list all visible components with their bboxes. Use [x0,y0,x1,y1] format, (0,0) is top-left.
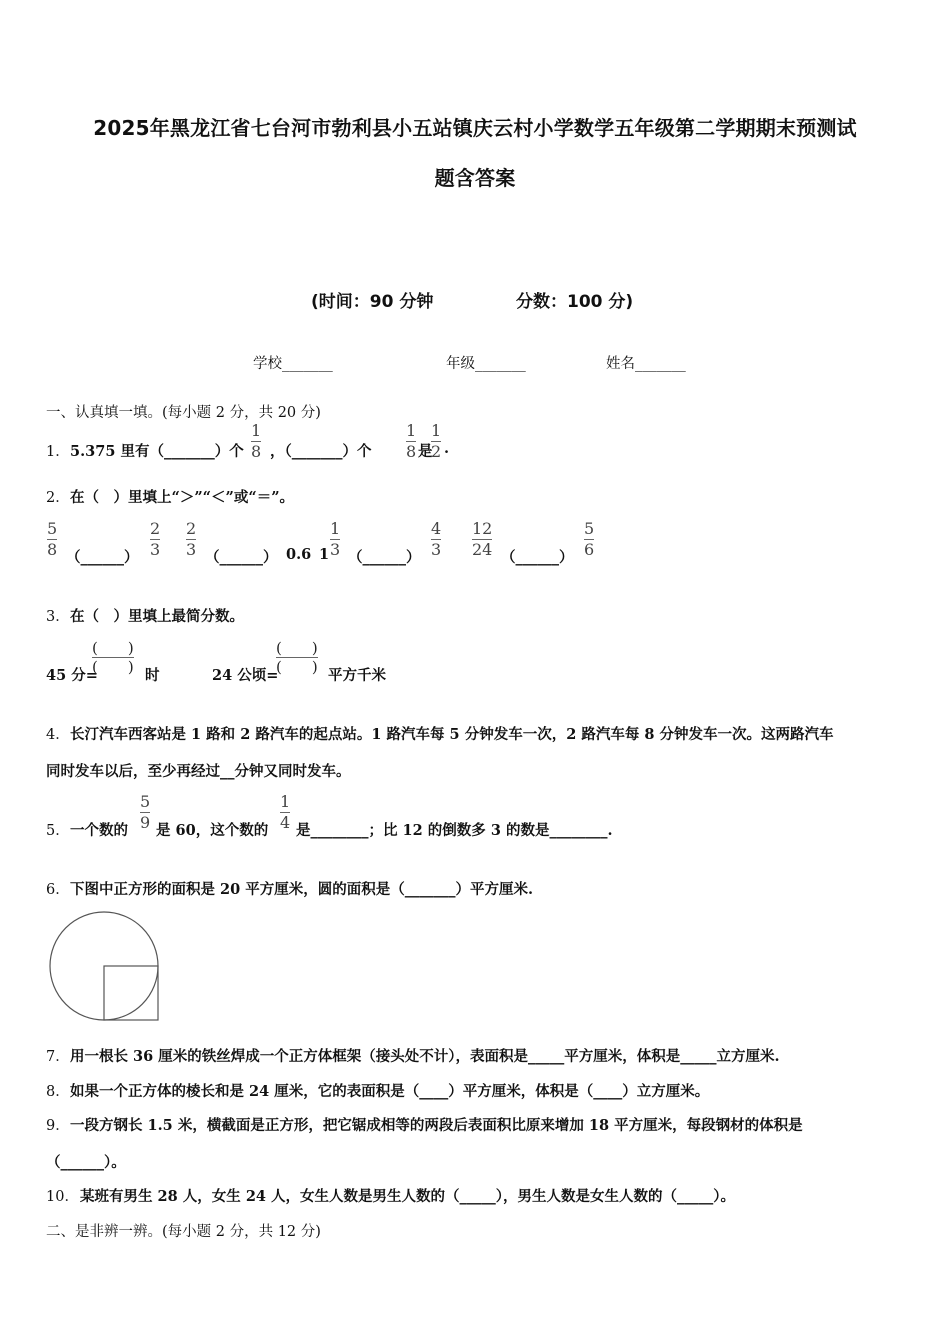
denominator: 24 [472,540,493,559]
q1-number: 1． [46,444,70,460]
q5-text-c: 是________；比 12 的倒数多 3 的数是________. [296,822,613,839]
denominator: 3 [330,540,341,559]
q2-fraction-a1 [47,520,57,559]
q2-blank-1[interactable]: （______） [66,549,139,566]
circle-square-figure [44,906,166,1028]
q3-left-fraction[interactable] [92,640,134,675]
denominator: 3 [150,540,161,559]
q3-left-label: 45 分= [46,667,98,684]
name-field[interactable]: 姓名_______ [606,356,686,372]
numerator: 2 [186,519,197,538]
q2-fraction-b1 [186,520,196,559]
q7-text: 用一根长 36 厘米的铁丝焊成一个正方体框架（接头处不计），表面积是_____平方厘米，体积是_____立方厘米. [70,1048,780,1065]
denominator: 3 [186,540,197,559]
q5-text-a: 一个数的 [70,822,128,839]
q4-line1: 长汀汽车西客站是 1 路和 2 路汽车的起点站。1 路汽车每 5 分钟发车一次，2 路汽车每 8 分钟发车一次。这两路汽车 [70,726,834,743]
q2-blank-2[interactable]: （______） [205,549,278,566]
numerator: 1 [431,421,442,440]
q3-right-fraction[interactable] [276,640,318,675]
numerator-blank: ( ) [276,639,318,657]
denominator: 4 [280,813,291,832]
q2-fraction-a2 [150,520,160,559]
denominator: 8 [406,442,417,461]
q1-fraction-1 [251,422,261,461]
denominator: 3 [431,540,442,559]
q1-text-c: 是 [418,443,433,460]
q3-right-unit: 平方千米 [328,667,386,684]
q2-text: 在（ ）里填上“＞”“＜”或“＝”。 [70,489,295,506]
q1-fraction-2 [406,422,416,461]
numerator: 1 [406,421,417,440]
q2-fraction-d1 [472,520,492,559]
q5-fraction-2 [280,793,290,832]
q8-text: 如果一个正方体的棱长和是 24 厘米，它的表面积是（____）平方厘米，体积是（____）立方厘米。 [70,1083,710,1100]
numerator: 1 [280,792,291,811]
q9-line1: 一段方钢长 1.5 米，横截面是正方形，把它锯成相等的两段后表面积比原来增加 18 平方厘米，每段钢材的体积是 [70,1117,803,1134]
denominator-blank: ( ) [92,658,134,676]
numerator: 5 [140,792,151,811]
q2-mixed-whole: 1 [319,546,330,563]
exam-time: (时间：90 分钟 [311,292,434,312]
exam-score: 分数：100 分) [516,292,634,312]
q4-line2: 同时发车以后，至少再经过__分钟又同时发车。 [46,763,351,780]
q5-number: 5． [46,823,70,839]
q2-number: 2． [46,490,70,506]
q5-text-b: 是 60，这个数的 [156,822,269,839]
q10-number: 10． [46,1189,79,1205]
q1-text-a: 5.375 里有（_______）个 [70,443,244,460]
q6-text: 下图中正方形的面积是 20 平方厘米，圆的面积是（_______）平方厘米. [70,881,534,898]
q3-right-label: 24 公顷= [212,667,279,684]
section2-heading: 二、是非辨一辨。(每小题 2 分，共 12 分) [46,1224,321,1240]
numerator: 1 [330,519,341,538]
denominator: 9 [140,813,151,832]
q1-fraction-3 [431,422,441,461]
q9-line2: （______）。 [46,1154,126,1171]
numerator: 5 [584,519,595,538]
q2-fraction-d2 [584,520,594,559]
numerator: 12 [472,519,493,538]
q2-blank-4[interactable]: （______） [501,549,574,566]
school-field[interactable]: 学校_______ [253,356,333,372]
q3-text: 在（ ）里填上最简分数。 [70,608,244,625]
numerator: 1 [251,421,262,440]
q6-number: 6． [46,882,70,898]
q2-fraction-c1 [330,520,340,559]
q9-number: 9． [46,1118,70,1134]
q3-number: 3． [46,609,70,625]
doc-title-line2: 题含答案 [434,166,516,190]
numerator: 2 [150,519,161,538]
numerator-blank: ( ) [92,639,134,657]
denominator: 8 [47,540,58,559]
q2-blank-3[interactable]: （______） [348,549,421,566]
denominator: 6 [584,540,595,559]
q3-left-unit: 时 [145,667,160,684]
q1-text-b: ，（_______）个 [270,443,372,460]
q5-fraction-1 [140,793,150,832]
q1-text-d: . [444,440,450,457]
numerator: 5 [47,519,58,538]
figure-square [104,966,158,1020]
denominator: 2 [431,442,442,461]
grade-field[interactable]: 年级_______ [446,356,526,372]
section1-heading: 一、认真填一填。(每小题 2 分，共 20 分) [46,405,321,421]
q2-decimal: 0.6 [286,546,312,563]
q7-number: 7． [46,1049,70,1065]
numerator: 4 [431,519,442,538]
q10-text: 某班有男生 28 人，女生 24 人，女生人数是男生人数的（_____），男生人数是女生人数的（_____）。 [80,1188,736,1205]
denominator-blank: ( ) [276,658,318,676]
q2-fraction-c2 [431,520,441,559]
q8-number: 8． [46,1084,70,1100]
denominator: 8 [251,442,262,461]
doc-title-line1: 2025年黑龙江省七台河市勃利县小五站镇庆云村小学数学五年级第二学期期末预测试 [93,116,857,140]
q4-number: 4． [46,727,70,743]
